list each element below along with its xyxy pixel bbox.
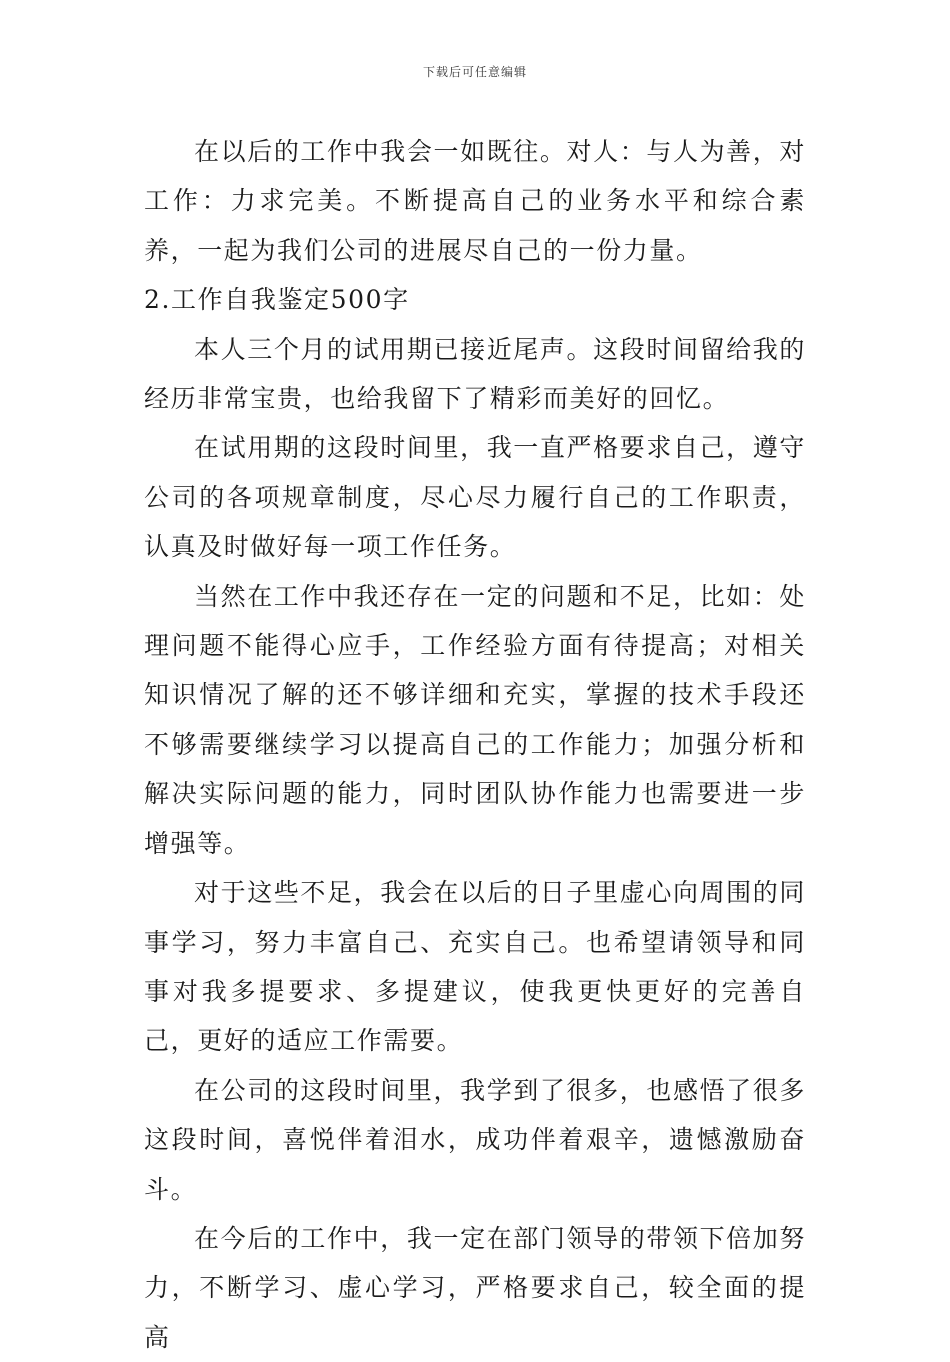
paragraph-3: 在试用期的这段时间里，我一直严格要求自己，遵守公司的各项规章制度，尽心尽力履行自己的工作职责，认真及时做好每一项工作任务。	[144, 433, 806, 562]
paragraph-5: 对于这些不足，我会在以后的日子里虚心向周围的同事学习，努力丰富自己、充实自己。也希望请领导和同事对我多提要求、多提建议，使我更快更好的完善自己，更好的适应工作需要。	[144, 878, 806, 1056]
section-heading: 2.工作自我鉴定500字	[144, 285, 410, 315]
paragraph-1: 在以后的工作中我会一如既往。对人：与人为善，对工作：力求完美。不断提高自己的业务水平和综合素养，一起为我们公司的进展尽自己的一份力量。	[144, 137, 806, 265]
document-body	[144, 127, 806, 1362]
paragraph-2: 本人三个月的试用期已接近尾声。这段时间留给我的经历非常宝贵，也给我留下了精彩而美好的回忆。	[144, 334, 806, 414]
paragraph-4: 当然在工作中我还存在一定的问题和不足，比如：处理问题不能得心应手，工作经验方面有待提高；对相关知识情况了解的还不够详细和充实，掌握的技术手段还不够需要继续学习以提高自己的工作能力；加强分析和解决实际问题的能力，同时团队协作能力也需要进一步增强等。	[144, 581, 806, 858]
page-header: 下载后可任意编辑	[422, 65, 527, 79]
paragraph-6: 在公司的这段时间里，我学到了很多，也感悟了很多这段时间，喜悦伴着泪水，成功伴着艰辛，遗憾激励奋斗。	[144, 1075, 806, 1204]
paragraph-7: 在今后的工作中，我一定在部门领导的带领下倍加努力，不断学习、虚心学习，严格要求自己，较全面的提高	[144, 1223, 806, 1352]
